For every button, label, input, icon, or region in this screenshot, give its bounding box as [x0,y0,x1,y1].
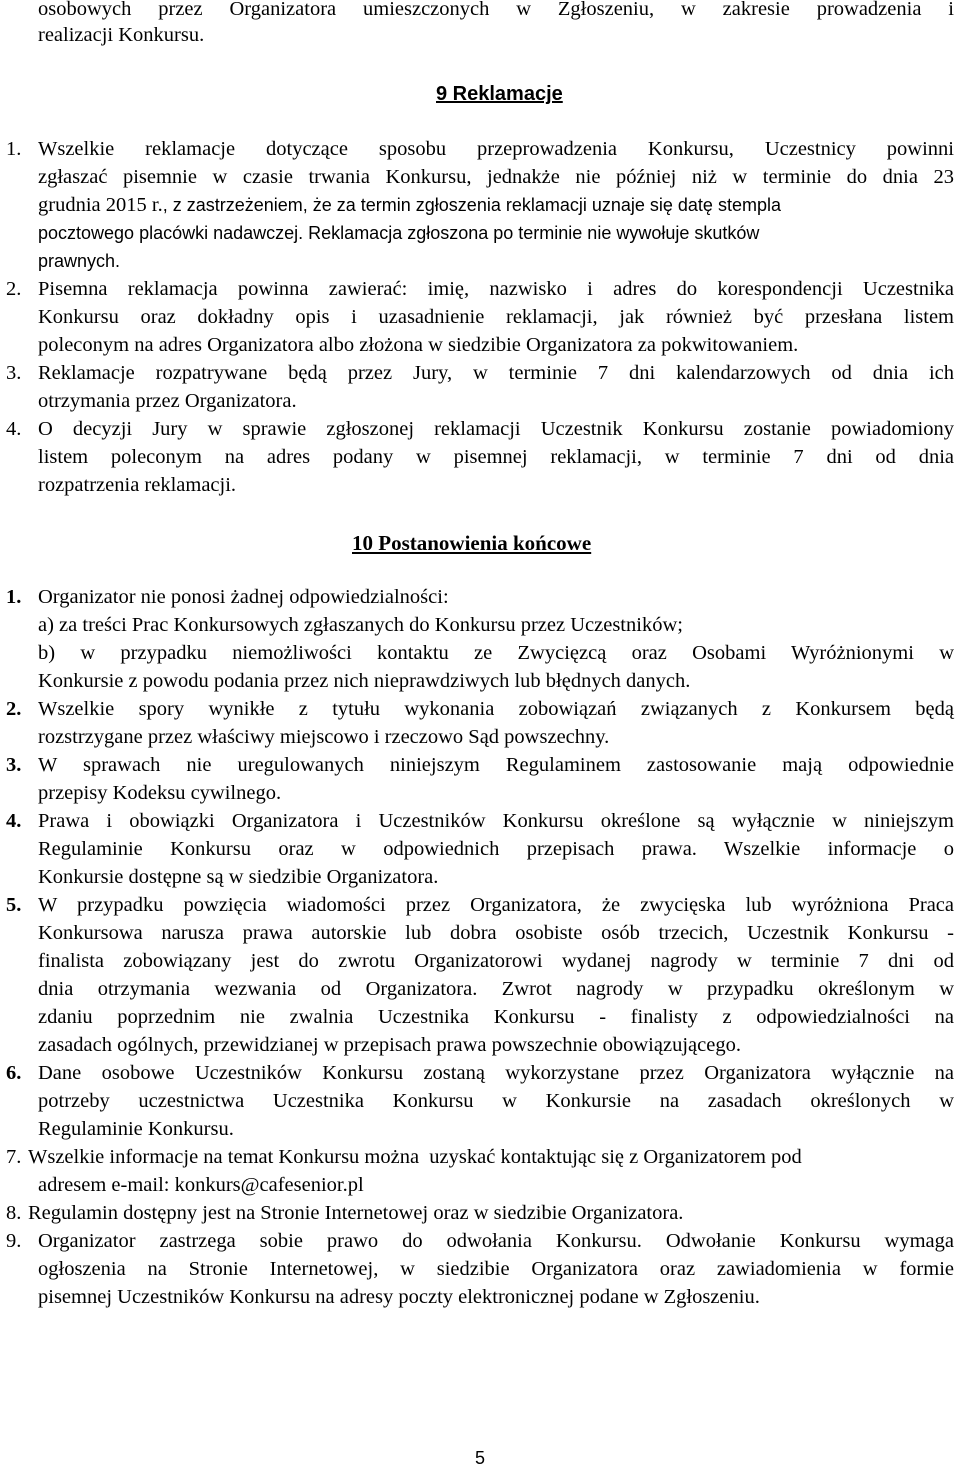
section-10-title: 10 Postanowienia końcowe [352,531,592,555]
s9-item-1-line-4 [38,220,954,246]
intro-line-1: osobowych przez Organizatora umieszczonych w Zgłoszeniu, w zakresie prowadzenia i [38,0,954,20]
s10-item-7-line-2: adresem e-mail: konkurs@cafesenior.pl [38,1174,364,1196]
s9-item-2-line-2: Konkursu oraz dokładny opis i uzasadnienie reklamacji, jak również być przesłana listem [38,306,954,328]
s9-item-1-line-3 [38,192,954,218]
s10-item-7-line-1: Wszelkie informacje na temat Konkursu można uzyskać kontaktując się z Organizatorem pod [28,1146,802,1168]
section-9-title: 9 Reklamacje [436,83,563,105]
page-number: 5 [474,1448,485,1468]
intro-line-2: realizacji Konkursu. [38,24,205,46]
s10-item-2-line-2: rozstrzygane przez właściwy miejscowo i rzeczowo Sąd powszechny. [38,726,610,748]
s10-item-1-number: 1. [6,586,22,608]
s10-item-6-line-1: Dane osobowe Uczestników Konkursu zostaną wykorzystane przez Organizatora wyłącznie na [38,1062,954,1084]
s10-item-2-number: 2. [6,698,22,720]
s10-item-1-line-2: a) za treści Prac Konkursowych zgłaszanych do Konkursu przez Uczestników; [38,614,683,636]
s9-item-1-number: 1. [6,138,22,160]
s9-item-3-line-1: Reklamacje rozpatrywane będą przez Jury, w terminie 7 dni kalendarzowych od dnia ich [38,362,954,384]
s9-item-1-date: grudnia 2015 r. [38,194,163,216]
s10-item-1-line-3: b) w przypadku niemożliwości kontaktu ze Zwycięzcą oraz Osobami Wyróżnionymi w [38,642,954,664]
s10-item-8-line-1: Regulamin dostępny jest na Stronie Internetowej oraz w siedzibie Organizatora. [28,1202,684,1224]
s10-item-2-line-1: Wszelkie spory wynikłe z tytułu wykonania zobowiązań związanych z Konkursem będą [38,698,954,720]
s10-item-8-number: 8. [6,1202,22,1224]
s9-item-4-line-1: O decyzji Jury w sprawie zgłoszonej reklamacji Uczestnik Konkursu zostanie powiadomiony [38,418,954,440]
s9-item-4-line-3: rozpatrzenia reklamacji. [38,474,237,496]
s10-item-9-number: 9. [6,1230,22,1252]
s9-item-4-line-2: listem poleconym na adres podany w pisemnej reklamacji, w terminie 7 dni od dnia [38,446,954,468]
s10-item-9-line-3: pisemnej Uczestników Konkursu na adresy poczty elektronicznej podane w Zgłoszeniu. [38,1286,760,1308]
s10-item-7-number: 7. [6,1146,22,1168]
s10-item-6-number: 6. [6,1062,22,1084]
s9-item-1-line-3-rest: , z zastrzeżeniem, że za termin zgłoszenia reklamacji uznaje się datę stempla [162,195,781,215]
s10-item-3-line-2: przepisy Kodeksu cywilnego. [38,782,282,804]
s10-item-1-line-1: Organizator nie ponosi żadnej odpowiedzialności: [38,586,449,608]
s9-item-1-line-1: Wszelkie reklamacje dotyczące sposobu przeprowadzenia Konkursu, Uczestnicy powinni [38,138,954,160]
s10-item-1-line-4: Konkursie z powodu podania przez nich nieprawdziwych lub błędnych danych. [38,670,691,692]
s9-item-1-line-4-b: Reklamacja zgłoszona po terminie nie wywołuje skutków [308,223,760,243]
s9-item-3-line-2: otrzymania przez Organizatora. [38,390,297,412]
s9-item-4-number: 4. [6,418,22,440]
s10-item-5-line-2: Konkursowa narusza prawa autorskie lub dobra osobiste osób trzecich, Uczestnik Konkursu - [38,922,954,944]
s10-item-5-line-4: dnia otrzymania wezwania od Organizatora. Zwrot nagrody w przypadku określonym w [38,978,954,1000]
s9-item-1-line-2: zgłaszać pisemnie w czasie trwania Konkursu, jednakże nie później niż w terminie do dnia 23 [38,166,954,188]
s10-item-3-line-1: W sprawach nie uregulowanych niniejszym Regulaminem zastosowanie mają odpowiednie [38,754,954,776]
s9-item-1-line-5: prawnych. [38,251,121,271]
s10-item-4-number: 4. [6,810,22,832]
s10-item-3-number: 3. [6,754,22,776]
s10-item-5-line-5: zdaniu poprzednim nie zwalnia Uczestnika Konkursu - finalisty z odpowiedzialności na [38,1006,954,1028]
s10-item-9-line-2: ogłoszenia na Stronie Internetowej, w siedzibie Organizatora oraz zawiadomienia w formie [38,1258,954,1280]
s9-item-2-line-3: poleconym na adres Organizatora albo złożona w siedzibie Organizatora za pokwitowaniem. [38,334,799,356]
s10-item-4-line-3: Konkursie dostępne są w siedzibie Organizatora. [38,866,439,888]
s9-item-2-line-1: Pisemna reklamacja powinna zawierać: imię, nazwisko i adres do korespondencji Uczestnika [38,278,954,300]
s9-item-1-line-4-a: pocztowego placówki nadawczej. [38,223,304,243]
s9-item-3-number: 3. [6,362,22,384]
s10-item-5-line-6: zasadach ogólnych, przewidzianej w przepisach prawa powszechnie obowiązującego. [38,1034,741,1056]
s10-item-5-line-3: finalista zobowiązany jest do zwrotu Organizatorowi wydanej nagrody w terminie 7 dni od [38,950,954,972]
s10-item-4-line-1: Prawa i obowiązki Organizatora i Uczestników Konkursu określone są wyłącznie w niniejszym [38,810,954,832]
s10-item-6-line-2: potrzeby uczestnictwa Uczestnika Konkursu w Konkursie na zasadach określonych w [38,1090,954,1112]
s10-item-4-line-2: Regulaminie Konkursu oraz w odpowiednich przepisach prawa. Wszelkie informacje o [38,838,954,860]
s10-item-5-line-1: W przypadku powzięcia wiadomości przez Organizatora, że zwycięska lub wyróżniona Praca [38,894,954,916]
s10-item-9-line-1: Organizator zastrzega sobie prawo do odwołania Konkursu. Odwołanie Konkursu wymaga [38,1230,954,1252]
s10-item-5-number: 5. [6,894,22,916]
s9-item-2-number: 2. [6,278,22,300]
s10-item-6-line-3: Regulaminie Konkursu. [38,1118,234,1140]
